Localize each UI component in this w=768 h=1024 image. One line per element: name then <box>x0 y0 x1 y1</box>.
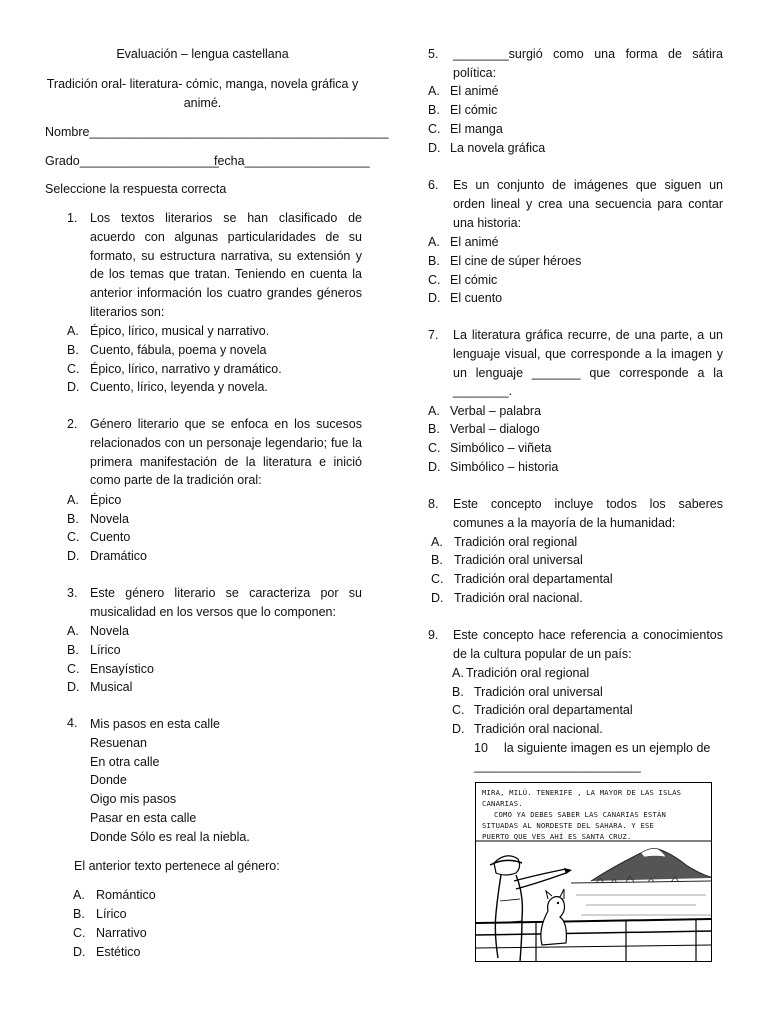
option-d[interactable] <box>67 547 147 566</box>
option-b[interactable] <box>452 683 603 702</box>
option-letter: B. <box>431 553 443 567</box>
option-text: Tradición oral nacional. <box>454 591 583 605</box>
option-letter: B. <box>452 685 464 699</box>
option-letter: D. <box>67 680 80 694</box>
option-text: La novela gráfica <box>450 141 546 155</box>
option-b[interactable] <box>67 510 129 529</box>
page-title: Evaluación – lengua castellana <box>116 47 289 61</box>
option-text: El cine de súper héroes <box>450 254 582 268</box>
option-text: Tradición oral universal <box>474 685 603 699</box>
caption-line: SITUADAS AL NORDESTE DEL SAHARA. Y ESE <box>482 821 655 830</box>
option-d[interactable] <box>67 678 133 697</box>
option-text: Tradición oral regional <box>454 535 578 549</box>
option-text: Simbólico – historia <box>450 460 559 474</box>
option-b[interactable] <box>428 252 582 271</box>
option-a[interactable] <box>67 322 270 341</box>
option-letter: A. <box>428 404 440 418</box>
option-letter: C. <box>67 530 80 544</box>
option-text: Tradición oral departamental <box>454 572 613 586</box>
poem-line: Oigo mis pasos <box>90 792 177 806</box>
question-text: Este concepto incluye todos los saberes comunes a la mayoría de la humanidad: <box>453 497 723 530</box>
option-a[interactable] <box>73 886 156 905</box>
option-letter: B. <box>428 422 440 436</box>
question-number: 6. <box>428 178 439 192</box>
instruction-text: Seleccione la respuesta correcta <box>45 182 227 196</box>
option-text: Novela <box>90 624 129 638</box>
poem-line: Donde Sólo es real la niebla. <box>90 830 250 844</box>
option-text: Novela <box>90 512 129 526</box>
question-number: 8. <box>428 497 439 511</box>
question-number: 5. <box>428 47 439 61</box>
question-prompt: El anterior texto pertenece al género: <box>74 859 280 873</box>
question-number: 10 <box>474 741 488 755</box>
poem-line: Donde <box>90 773 127 787</box>
question-text: la siguiente imagen es un ejemplo de <box>504 741 711 755</box>
option-text: Verbal – dialogo <box>450 422 540 436</box>
question-text: Los textos literarios se han clasificado de acuerdo con algunas particularidades de su formato, su estructura narrativa, su extensión y de los temas que tratan. Teniendo en cuenta la anterior información los cuatro grandes géneros literarios son: <box>90 211 362 319</box>
option-letter: C. <box>428 273 441 287</box>
question-number: 1. <box>67 211 78 225</box>
option-d[interactable] <box>67 378 268 397</box>
option-text: Tradición oral nacional. <box>474 722 603 736</box>
option-d[interactable] <box>428 139 546 158</box>
option-text: Dramático <box>90 549 147 563</box>
option-a[interactable] <box>431 533 578 552</box>
grado-field[interactable]: Grado____________________ <box>45 154 219 168</box>
option-text: Épico, lírico, narrativo y dramático. <box>90 362 282 376</box>
option-b[interactable] <box>431 551 583 570</box>
question-text: Es un conjunto de imágenes que siguen un orden lineal y crea una secuencia para contar una historia: <box>453 178 723 230</box>
option-d[interactable] <box>428 458 559 477</box>
option-d[interactable] <box>452 720 603 739</box>
option-a[interactable] <box>428 82 499 101</box>
option-c[interactable] <box>73 924 147 943</box>
option-text: Tradición oral departamental <box>474 703 633 717</box>
option-b[interactable] <box>428 420 540 439</box>
option-letter: A. <box>428 84 440 98</box>
option-letter: D. <box>428 460 441 474</box>
option-text: Musical <box>90 680 133 694</box>
option-a[interactable] <box>67 491 122 510</box>
question-text: La literatura gráfica recurre, de una parte, a un lenguaje visual, que corresponde a la imagen y un lenguaje _______ que corresponde a la ________. <box>453 328 723 399</box>
option-letter: C. <box>428 122 441 136</box>
fecha-field[interactable]: fecha__________________ <box>214 154 370 168</box>
option-d[interactable] <box>431 589 583 608</box>
option-letter: C. <box>431 572 444 586</box>
option-text: Lírico <box>96 907 127 921</box>
option-letter: A. <box>428 235 440 249</box>
option-text: Tradición oral universal <box>454 553 583 567</box>
option-letter: D. <box>67 549 80 563</box>
option-letter: C. <box>67 362 80 376</box>
option-b[interactable] <box>428 101 498 120</box>
comic-illustration <box>476 783 712 962</box>
option-text: El animé <box>450 235 499 249</box>
option-text: Lírico <box>90 643 121 657</box>
option-b[interactable] <box>67 641 121 660</box>
option-letter: B. <box>67 512 79 526</box>
option-c[interactable] <box>67 660 154 679</box>
option-text: El manga <box>450 122 503 136</box>
option-letter: C. <box>452 703 465 717</box>
question-text: Género literario que se enfoca en los sucesos relacionados con un personaje legendario; fue la primera manifestación de la literatura e inició como parte de la tradición oral: <box>90 417 362 488</box>
question-number: 9. <box>428 628 439 642</box>
question-number: 3. <box>67 586 78 600</box>
option-letter: C. <box>428 441 441 455</box>
option-text: Épico <box>90 493 122 507</box>
option-letter: A. <box>73 888 85 902</box>
option-text: Estético <box>96 945 141 959</box>
option-letter: D. <box>67 380 80 394</box>
option-c[interactable] <box>428 120 503 139</box>
option-letter: A. <box>67 324 79 338</box>
option-letter: C. <box>67 662 80 676</box>
option-c[interactable] <box>428 271 498 290</box>
option-text: El cómic <box>450 273 498 287</box>
caption-line: PUERTO QUE VES AHÍ ES SANTA CRUZ. <box>482 832 632 841</box>
caption-line: MIRA, MILÚ. TENERIFE , LA MAYOR DE LAS ISLAS <box>482 788 682 797</box>
option-a[interactable] <box>452 664 590 683</box>
poem-line: Resuenan <box>90 736 147 750</box>
option-text: Verbal – palabra <box>450 404 542 418</box>
question-text: Este concepto hace referencia a conocimientos de la cultura popular de un país: <box>453 628 723 661</box>
option-letter: A. <box>452 666 464 680</box>
poem-line: Mis pasos en esta calle <box>90 717 220 731</box>
option-letter: A. <box>67 493 79 507</box>
caption-line: CANARIAS. <box>482 799 523 808</box>
option-letter: A. <box>67 624 79 638</box>
option-letter: D. <box>452 722 465 736</box>
option-a[interactable] <box>67 622 129 641</box>
question-number: 4. <box>67 716 78 730</box>
poem-line: Pasar en esta calle <box>90 811 197 825</box>
subtitle-line-1: Tradición oral- literatura- cómic, manga, novela gráfica y <box>46 77 359 91</box>
option-letter: D. <box>73 945 86 959</box>
caption-line: COMO YA DEBES SABER LAS CANARIAS ESTÁN <box>494 810 667 819</box>
subtitle-line-2: animé. <box>183 96 222 110</box>
option-c[interactable] <box>67 360 282 379</box>
question-number: 2. <box>67 417 78 431</box>
option-letter: C. <box>73 926 86 940</box>
option-b[interactable] <box>73 905 127 924</box>
option-c[interactable] <box>431 570 613 589</box>
question-text: ________surgió como una forma de sátira política: <box>453 47 723 80</box>
option-a[interactable] <box>428 233 499 252</box>
option-letter: B. <box>428 254 440 268</box>
question-text: Este género literario se caracteriza por su musicalidad en los versos que lo componen: <box>90 586 362 619</box>
option-letter: B. <box>67 343 79 357</box>
nombre-field[interactable]: Nombre___________________________________________ <box>45 125 389 139</box>
option-d[interactable] <box>428 289 503 308</box>
answer-blank[interactable]: ________________________ <box>474 759 641 773</box>
option-letter: A. <box>431 535 443 549</box>
option-text: El cómic <box>450 103 498 117</box>
option-letter: B. <box>428 103 440 117</box>
question-number: 7. <box>428 328 439 342</box>
option-b[interactable] <box>67 341 267 360</box>
option-c[interactable] <box>452 701 633 720</box>
option-text: Cuento <box>90 530 131 544</box>
option-text: Cuento, fábula, poema y novela <box>90 343 267 357</box>
option-text: El cuento <box>450 291 503 305</box>
option-letter: D. <box>428 141 441 155</box>
comic-panel <box>475 782 712 962</box>
option-text: Narrativo <box>96 926 147 940</box>
option-text: Simbólico – viñeta <box>450 441 552 455</box>
option-text: Épico, lírico, musical y narrativo. <box>90 324 270 338</box>
option-text: Cuento, lírico, leyenda y novela. <box>90 380 268 394</box>
option-text: Tradición oral regional <box>466 666 590 680</box>
option-letter: B. <box>67 643 79 657</box>
option-a[interactable] <box>428 402 542 421</box>
poem-line: En otra calle <box>90 755 160 769</box>
option-letter: D. <box>428 291 441 305</box>
option-d[interactable] <box>73 943 141 962</box>
option-letter: B. <box>73 907 85 921</box>
option-letter: D. <box>431 591 444 605</box>
option-text: Ensayístico <box>90 662 154 676</box>
option-c[interactable] <box>428 439 552 458</box>
option-c[interactable] <box>67 528 131 547</box>
option-text: El animé <box>450 84 499 98</box>
option-text: Romántico <box>96 888 156 902</box>
